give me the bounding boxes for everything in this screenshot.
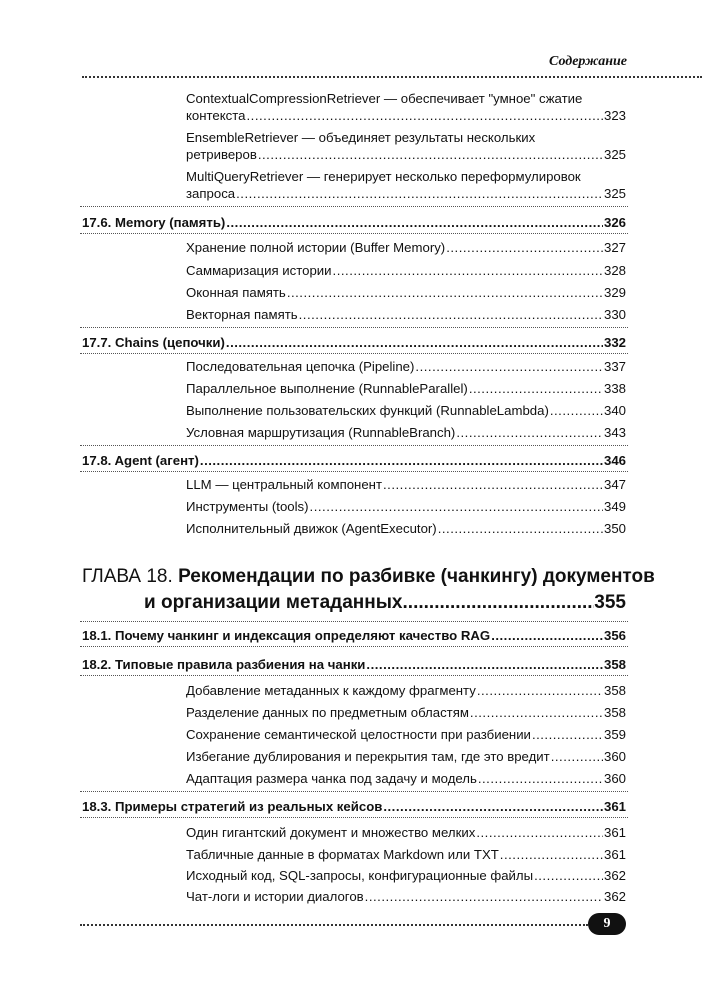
section-divider	[80, 327, 628, 328]
toc-section-title: 18.3. Примеры стратегий из реальных кейсов	[82, 799, 383, 814]
chapter-heading-line2[interactable]	[144, 592, 626, 614]
toc-entry-page: 338	[603, 381, 626, 396]
dot-leader	[478, 770, 603, 787]
toc-entry[interactable]	[186, 380, 626, 397]
toc-section-page: 356	[603, 628, 626, 643]
toc-entry-title: Адаптация размера чанка под задачу и модель	[186, 771, 477, 786]
toc-entry-page: 350	[603, 521, 626, 536]
toc-entry-line1: EnsembleRetriever — объединяет результаты нескольких	[186, 130, 536, 145]
dot-leader	[415, 358, 603, 375]
chapter-title: Рекомендации по разбивке (чанкингу) документов	[178, 566, 655, 587]
dot-leader	[476, 824, 603, 841]
toc-entry-title: Добавление метаданных к каждому фрагменту	[186, 683, 476, 698]
toc-section-title: 18.2. Типовые правила разбиения на чанки	[82, 657, 366, 672]
dot-leader	[383, 476, 603, 493]
section-divider	[80, 646, 628, 647]
dot-leader	[500, 846, 603, 863]
toc-entry-page: 360	[603, 749, 626, 764]
dot-leader	[456, 424, 603, 441]
toc-entry-line1: MultiQueryRetriever — генерирует несколько переформулировок	[186, 169, 581, 184]
toc-section-page: 346	[603, 453, 626, 468]
dot-leader	[247, 107, 603, 124]
toc-entry[interactable]	[186, 682, 626, 699]
toc-entry-page: 360	[603, 771, 626, 786]
toc-entry[interactable]	[186, 498, 626, 515]
toc-entry[interactable]	[186, 888, 626, 905]
toc-section-17-7[interactable]	[82, 334, 626, 351]
toc-entry-title: Исполнительный движок (AgentExecutor)	[186, 521, 437, 536]
chapter-label: ГЛАВА 18.	[82, 566, 173, 587]
chapter-heading[interactable]	[82, 566, 655, 588]
section-divider	[80, 621, 628, 622]
toc-entry-title: контекста	[186, 108, 246, 123]
toc-entry[interactable]	[186, 146, 626, 163]
page-number-badge: 9	[588, 913, 626, 935]
toc-entry-line1: ContextualCompressionRetriever — обеспечивает "умное" сжатие	[186, 91, 583, 106]
toc-section-page: 358	[603, 657, 626, 672]
dot-leader	[383, 798, 603, 815]
toc-entry[interactable]	[186, 284, 626, 301]
dot-leader	[403, 592, 595, 614]
running-head: Содержание	[549, 54, 627, 69]
dot-leader	[470, 704, 603, 721]
toc-entry-page: 343	[603, 425, 626, 440]
toc-entry-title: Чат-логи и истории диалогов	[186, 889, 364, 904]
dot-leader	[550, 402, 603, 419]
toc-entry-title: Табличные данные в форматах Markdown или TXT	[186, 847, 499, 862]
toc-entry[interactable]	[186, 726, 626, 743]
footer-rule	[80, 924, 588, 926]
toc-entry-title: Инструменты (tools)	[186, 499, 309, 514]
toc-entry-page: 340	[603, 403, 626, 418]
toc-entry[interactable]	[186, 402, 626, 419]
toc-entry-page: 329	[603, 285, 626, 300]
toc-entry-title: Разделение данных по предметным областям	[186, 705, 469, 720]
toc-entry-page: 362	[603, 868, 626, 883]
toc-entry-title: Условная маршрутизация (RunnableBranch)	[186, 425, 456, 440]
toc-entry-title: Сохранение семантической целостности при разбиении	[186, 727, 531, 742]
toc-entry-page: 362	[603, 889, 626, 904]
toc-entry-page: 361	[603, 825, 626, 840]
dot-leader	[200, 452, 603, 469]
dot-leader	[333, 262, 603, 279]
toc-entry-page: 349	[603, 499, 626, 514]
section-divider	[80, 233, 628, 234]
toc-entry-title: Избегание дублирования и перекрытия там, где это вредит	[186, 749, 550, 764]
chapter-title-cont: и организации метаданных	[144, 592, 403, 613]
toc-entry-title: запроса	[186, 186, 236, 201]
toc-entry[interactable]	[186, 185, 626, 202]
dot-leader	[236, 185, 603, 202]
toc-entry[interactable]	[186, 770, 626, 787]
toc-entry-title: Параллельное выполнение (RunnableParallel)	[186, 381, 468, 396]
toc-section-page: 361	[603, 799, 626, 814]
chapter-page: 355	[594, 592, 626, 613]
toc-section-page: 326	[603, 215, 626, 230]
toc-entry-title: Векторная память	[186, 307, 298, 322]
section-divider	[80, 817, 628, 818]
dot-leader	[446, 239, 603, 256]
toc-entry-page: 327	[603, 240, 626, 255]
dot-leader	[491, 627, 603, 644]
section-divider	[80, 791, 628, 792]
toc-entry-title: Оконная память	[186, 285, 286, 300]
toc-section-page: 332	[603, 335, 626, 350]
toc-entry-page: 361	[603, 847, 626, 862]
dot-leader	[551, 748, 603, 765]
toc-section-18-1[interactable]	[82, 627, 626, 644]
section-divider	[80, 353, 628, 354]
toc-entry[interactable]	[186, 424, 626, 441]
dot-leader	[365, 888, 603, 905]
section-divider	[80, 471, 628, 472]
toc-entry-page: 325	[603, 186, 626, 201]
section-divider	[80, 445, 628, 446]
dot-leader	[226, 334, 603, 351]
toc-entry[interactable]	[186, 520, 626, 537]
toc-entry[interactable]	[186, 239, 626, 256]
dot-leader	[299, 306, 603, 323]
toc-entry-page: 325	[603, 147, 626, 162]
toc-entry[interactable]	[186, 262, 626, 279]
toc-entry-page: 323	[603, 108, 626, 123]
dot-leader	[310, 498, 603, 515]
toc-entry[interactable]	[186, 704, 626, 721]
dot-leader	[477, 682, 603, 699]
toc-entry-page: 330	[603, 307, 626, 322]
toc-section-17-6[interactable]	[82, 214, 626, 231]
dot-leader	[532, 726, 603, 743]
toc-entry[interactable]	[186, 306, 626, 323]
dot-leader	[438, 520, 603, 537]
dot-leader	[226, 214, 603, 231]
toc-entry[interactable]	[186, 107, 626, 124]
toc-entry[interactable]	[186, 824, 626, 841]
toc-entry[interactable]	[186, 476, 626, 493]
toc-entry-title: Саммаризация истории	[186, 263, 332, 278]
toc-section-title: 17.8. Agent (агент)	[82, 453, 199, 468]
toc-entry-page: 337	[603, 359, 626, 374]
toc-section-18-2[interactable]	[82, 656, 626, 673]
toc-entry[interactable]	[186, 358, 626, 375]
header-rule	[82, 76, 702, 78]
dot-leader	[287, 284, 603, 301]
toc-entry-title: LLM — центральный компонент	[186, 477, 382, 492]
toc-entry-title: Исходный код, SQL-запросы, конфигурационные файлы	[186, 868, 534, 883]
dot-leader	[366, 656, 603, 673]
section-divider	[80, 206, 628, 207]
dot-leader	[534, 867, 603, 884]
toc-section-title: 17.6. Memory (память)	[82, 215, 226, 230]
dot-leader	[258, 146, 603, 163]
toc-section-title: 17.7. Chains (цепочки)	[82, 335, 225, 350]
toc-entry[interactable]	[186, 748, 626, 765]
toc-section-title: 18.1. Почему чанкинг и индексация определяют качество RAG	[82, 628, 491, 643]
toc-entry-title: Последовательная цепочка (Pipeline)	[186, 359, 415, 374]
toc-entry-page: 347	[603, 477, 626, 492]
dot-leader	[469, 380, 603, 397]
toc-entry[interactable]	[186, 846, 626, 863]
toc-section-18-3[interactable]	[82, 798, 626, 815]
toc-entry-page: 358	[603, 705, 626, 720]
toc-entry[interactable]	[186, 867, 626, 884]
toc-entry-title: ретриверов	[186, 147, 257, 162]
toc-entry-page: 359	[603, 727, 626, 742]
toc-entry-title: Хранение полной истории (Buffer Memory)	[186, 240, 446, 255]
toc-entry-page: 328	[603, 263, 626, 278]
toc-section-17-8[interactable]	[82, 452, 626, 469]
toc-entry-page: 358	[603, 683, 626, 698]
section-divider	[80, 675, 628, 676]
toc-entry-title: Один гигантский документ и множество мелких	[186, 825, 476, 840]
toc-entry-title: Выполнение пользовательских функций (RunnableLambda)	[186, 403, 549, 418]
